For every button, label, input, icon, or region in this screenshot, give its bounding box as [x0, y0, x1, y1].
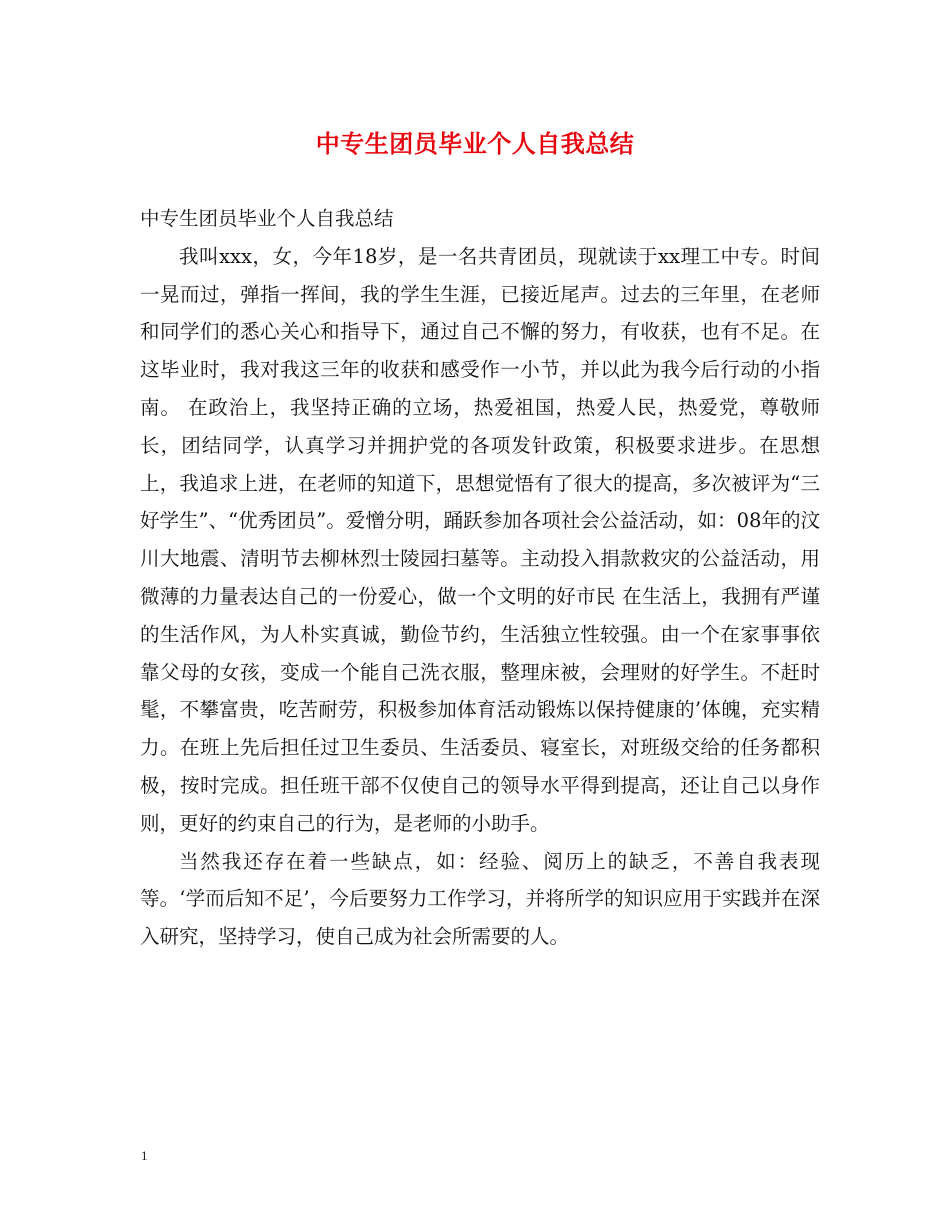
body-paragraph-2: 当然我还存在着一些缺点，如：经验、阅历上的缺乏，不善自我表现等。‘学而后知不足’，今后要努力工作学习，并将所学的知识应用于实践并在深入研究，坚持学习，使自己成为社会所需要的人。: [140, 849, 820, 949]
document-subtitle: 中专生团员毕业个人自我总结: [140, 207, 394, 230]
document-title: 中专生团员毕业个人自我总结: [315, 129, 635, 158]
page-number: 1: [141, 1148, 148, 1163]
document-body: [140, 200, 820, 956]
body-paragraph-1: 我叫xxx，女，今年18岁，是一名共青团员，现就读于xx理工中专。时间一晃而过，弹指一挥间，我的学生生涯，已接近尾声。过去的三年里，在老师和同学们的悉心关心和指导下，通过自己不懈的努力，有收获，也有不足。在这毕业时，我对我这三年的收获和感受作一小节，并以此为我今后行动的小指南。 在政治上，我坚持正确的立场，热爱祖国，热爱人民，热爱党，尊敬师长，团结同学，认真学习并拥护党的各项发针政策，积极要求进步。在思想上，我追求上进，在老师的知道下，思想觉悟有了很大的提高，多次被评为“三好学生”、“优秀团员”。爱憎分明，踊跃参加各项社会公益活动，如：08年的汶川大地震、清明节去柳林烈士陵园扫墓等。主动投入捐款救灾的公益活动，用微薄的力量表达自己的一份爱心，做一个文明的好市民 在生活上，我拥有严谨的生活作风，为人朴实真诚，勤俭节约，生活独立性较强。由一个在家事事依靠父母的女孩，变成一个能自己洗衣服，整理床被，会理财的好学生。不赶时髦，不攀富贵，吃苦耐劳，积极参加体育活动锻炼以保持健康的’体魄，充实精力。在班上先后担任过卫生委员、生活委员、寝室长，对班级交给的任务都积极，按时完成。担任班干部不仅使自己的领导水平得到提高，还让自己以身作则，更好的约束自己的行为，是老师的小助手。: [140, 244, 820, 835]
